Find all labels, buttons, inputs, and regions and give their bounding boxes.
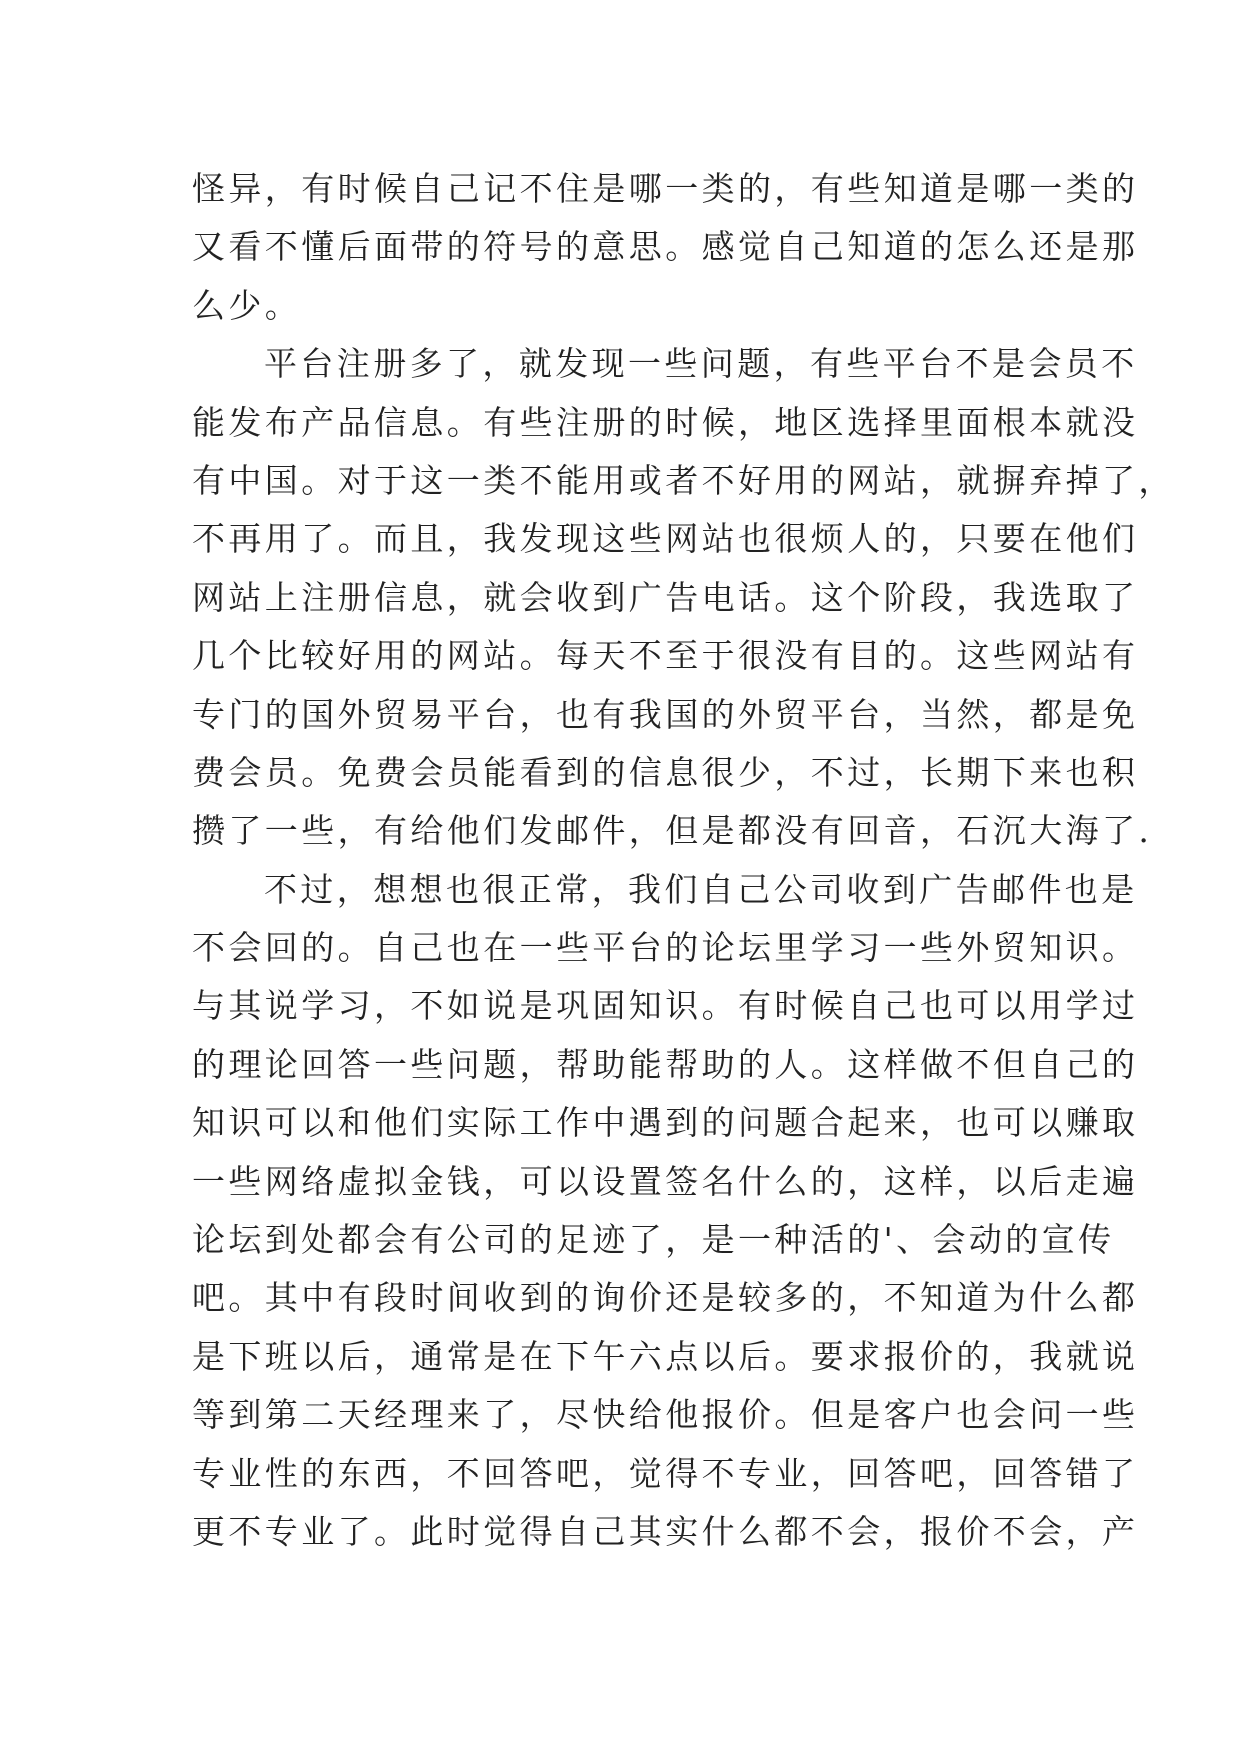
text-line: 网站上注册信息，就会收到广告电话。这个阶段，我选取了 (192, 577, 1139, 617)
text-line: 又看不懂后面带的符号的意思。感觉自己知道的怎么还是那 (192, 227, 1139, 267)
text-line: 的理论回答一些问题，帮助能帮助的人。这样做不但自己的 (192, 1044, 1139, 1084)
text-line: 专门的国外贸易平台，也有我国的外贸平台，当然，都是免 (192, 694, 1139, 734)
text-line: 更不专业了。此时觉得自己其实什么都不会，报价不会，产 (192, 1511, 1139, 1551)
text-line: 怪异，有时候自己记不住是哪一类的，有些知道是哪一类的 (192, 169, 1139, 208)
text-line: 攒了一些，有给他们发邮件，但是都没有回音，石沉大海了. (192, 811, 1153, 851)
text-line: 论坛到处都会有公司的足迹了，是一种活的'、会动的宣传 (192, 1220, 1115, 1260)
body-text (192, 160, 1175, 1561)
text-line: 么少。 (192, 285, 302, 325)
text-line: 等到第二天经理来了，尽快给他报价。但是客户也会问一些 (192, 1395, 1139, 1435)
text-line: 不过，想想也很正常，我们自己公司收到广告邮件也是 (264, 869, 1138, 909)
text-line: 有中国。对于这一类不能用或者不好用的网站，就摒弃掉了， (192, 460, 1175, 500)
text-line: 平台注册多了，就发现一些问题，有些平台不是会员不 (264, 344, 1138, 384)
text-line: 一些网络虚拟金钱，可以设置签名什么的，这样，以后走遍 (192, 1161, 1139, 1201)
text-line: 是下班以后，通常是在下午六点以后。要求报价的，我就说 (192, 1336, 1139, 1376)
text-line: 吧。其中有段时间收到的询价还是较多的，不知道为什么都 (192, 1278, 1139, 1318)
text-line: 知识可以和他们实际工作中遇到的问题合起来，也可以赚取 (192, 1103, 1139, 1143)
text-line: 专业性的东西，不回答吧，觉得不专业，回答吧，回答错了 (192, 1453, 1139, 1493)
text-line: 与其说学习，不如说是巩固知识。有时候自己也可以用学过 (192, 986, 1139, 1026)
text-line: 不会回的。自己也在一些平台的论坛里学习一些外贸知识。 (192, 928, 1139, 968)
text-line: 几个比较好用的网站。每天不至于很没有目的。这些网站有 (192, 636, 1139, 676)
text-line: 能发布产品信息。有些注册的时候，地区选择里面根本就没 (192, 402, 1139, 442)
text-line: 不再用了。而且，我发现这些网站也很烦人的，只要在他们 (192, 519, 1139, 559)
text-line: 费会员。免费会员能看到的信息很少，不过，长期下来也积 (192, 752, 1139, 792)
